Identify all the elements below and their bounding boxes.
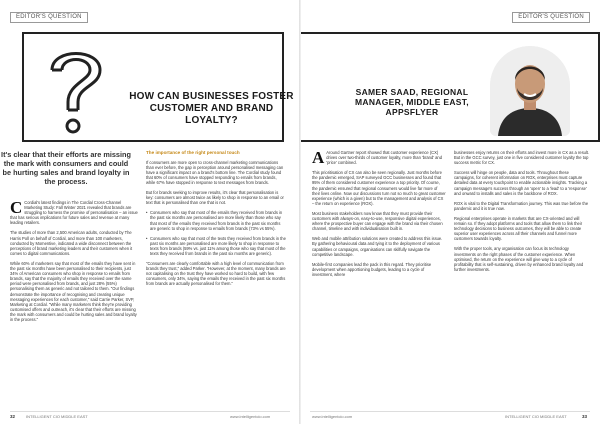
page-number: 32 <box>10 414 16 419</box>
drop-cap: A <box>312 148 325 167</box>
paragraph: "Consumers are clearly comfortable with a high level of communication from brands they trust," added Parker. "However, at the moment, many brands are not capitalising on the trust they have worked so hard to build, with few consumers, only 34%, saying the emails they received in the past six months from brands are actually personalised for them." <box>146 261 286 287</box>
page-number: 33 <box>582 414 588 419</box>
drop-cap: C <box>10 198 23 217</box>
article-column-1 <box>10 200 138 327</box>
question-mark-icon <box>42 40 110 140</box>
paragraph: If consumers are more open to cross-channel marketing communications than ever before, the gap in perception around personalised messaging can have a significant impact on a brand's bottom line. The Cordial study found that 60% of consumers have stopped responding to emails from brands, while 67% have stopped in response to text messages from brands. <box>146 159 284 185</box>
paragraph: Most business stakeholders now know that they must provide their customers with always-on, easy-to-use, responsive digital experiences, where the prospective buyer can engage with the brand via their chosen channel, timeline and with individualisation built in. <box>312 210 443 232</box>
spread-gutter <box>299 0 301 424</box>
paragraph: The studies of more than 2,500 American adults, conducted by The Harris Poll on behalf of Cordial, and more than 100 marketers, conducted by Momentive, indicated a wide disconnect between the perceptions of brand marketing leaders and their customers when it comes to digital communications. <box>10 230 133 256</box>
paragraph: businesses enjoy returns on their efforts and invest more in CX as a result. But in the GCC survey, just one in five considered customer loyalty the top success metric for CX. <box>454 150 590 166</box>
right-page <box>300 0 600 424</box>
article-column-2 <box>146 150 286 292</box>
speaker-box <box>300 32 600 142</box>
paragraph: ROX is vital to the Digital Transformation journey. This was true before the pandemic and it is true now. <box>454 200 589 211</box>
footer-rule <box>10 411 290 412</box>
question-box <box>22 32 294 142</box>
article-column-1 <box>312 150 446 282</box>
footer-rule <box>310 411 590 412</box>
footer-url: www.intelligentcio.com <box>312 414 353 419</box>
question-title: HOW CAN BUSINESSES FOSTER CUSTOMER AND BRAND LOYALTY? <box>129 91 294 126</box>
speaker-name: SAMER SAAD, REGIONAL MANAGER, MIDDLE EAST, APPSFLYER <box>355 87 469 117</box>
paragraph: But for brands seeking to improve results, it's clear that personalisation is key: consumers are almost twice as likely to shop in response to an email or text that is personalised than one that is not. <box>146 190 284 206</box>
paragraph: A Around Gartner report showed that customer experience (CX) drives over two-thirds of customer loyalty, more than 'brand' and 'price' combined. <box>312 148 442 167</box>
section-tag: EDITOR'S QUESTION <box>512 12 590 23</box>
footer-publication: INTELLIGENT CIO MIDDLE EAST <box>505 414 567 419</box>
paragraph: This prioritisation of CX can also be seen regionally. Just months before the pandemic emerged, SAP surveyed GCC businesses and found that 95% of them considered customer experience a top priority. Of course, the pandemic ensured that regional consumers would live far more of their lives online. Now our discussions turn not so much to great customer experience (which is a given) but to the management and analysis of CX – the return on experience (ROX). <box>312 170 446 206</box>
article-column-2 <box>454 150 590 277</box>
speaker-photo <box>490 46 570 136</box>
footer-publication: INTELLIGENT CIO MIDDLE EAST <box>26 414 88 419</box>
section-heading: The importance of the right personal touch <box>146 150 240 155</box>
paragraph: Mobile-first companies lead the pack in this regard. They prioritise development when apportioning budgets, leading to a cycle of investment, where <box>312 261 432 277</box>
paragraph: Success will hinge on people, data and tools. Throughout these campaigns, for coherent information on ROX, enterprises must capture detailed data at every touchpoint to enable actionable insights. Tracking a campaign message's success through an 'open' to a 'lead' to a 'response' and onward to installs and sales is the backbone of ROX. <box>454 170 588 196</box>
bullet-item: • Consumers who say that most of the texts they received from brands in the past six months are personalised are more likely to shop in response to texts from brands (59% vs. just 11% among those who say that most of the texts they received from brands in the past six months are generic). <box>146 236 286 256</box>
paragraph: While 60% of marketers say that most of the emails they have sent in the past six months have been personalised to their recipients, just 34% of American consumers who shop in response to emails from brands, say that the majority of emails they received over the same period were personalised from brands, and just 28% (55%) personalising them as generic and not tailored to them. "Our findings demonstrate the importance of recognising and creating unique messaging experiences for each customer," said Carrie Parker, SVP, Marketing at Cordial. "While many marketers think they're providing customised offers and outreach, it's clear that their efforts are missing the mark with consumers and could be hurting sales and brand loyalty in the process." <box>10 260 137 322</box>
paragraph: C Cordial's latest findings in The Cordial Cross-Channel Marketing Study: Fall Winter 2021 revealed that brands are struggling to harness the promise of personalisation – an issue that has serious implications for future sales and revenue at many leading retailers. <box>10 198 138 226</box>
portrait-icon <box>490 46 570 136</box>
bullet-item: • Consumers who say that most of the emails they received from brands in the past six months are personalised are more likely than those who say that most of the emails they received from brands in the past six months are generic to shop in response to emails from brands (73% vs 55%). <box>146 210 286 230</box>
paragraph: Web and mobile attribution solutions were created to address this issue. By gathering behavioural data and tying it to the deployment of various capabilities or campaigns, organisations can skilfully navigate the competitive landscape. <box>312 236 443 257</box>
pull-quote: It's clear that their efforts are missing the mark with consumers and could be hurting sales and brand loyalty in the process. <box>1 150 131 186</box>
section-tag: EDITOR'S QUESTION <box>10 12 88 23</box>
paragraph: Regional enterprises operate in markets that are CX-oriented and will remain so. If they adopt platforms and tools that allow them to link their technology decisions to business outcomes, they will be able to create superior user experiences across all their channels and funnel more customers towards loyalty. <box>454 215 583 242</box>
paragraph: With the proper tools, any organisation can focus its technology investments on the right phases of the customer experience. When optimised, the return on the experience will give way to a cycle of profitability that is self-sustaining, driven by enhanced brand loyalty and further investments. <box>454 246 584 272</box>
footer-url: www.intelligentcio.com <box>230 414 271 419</box>
